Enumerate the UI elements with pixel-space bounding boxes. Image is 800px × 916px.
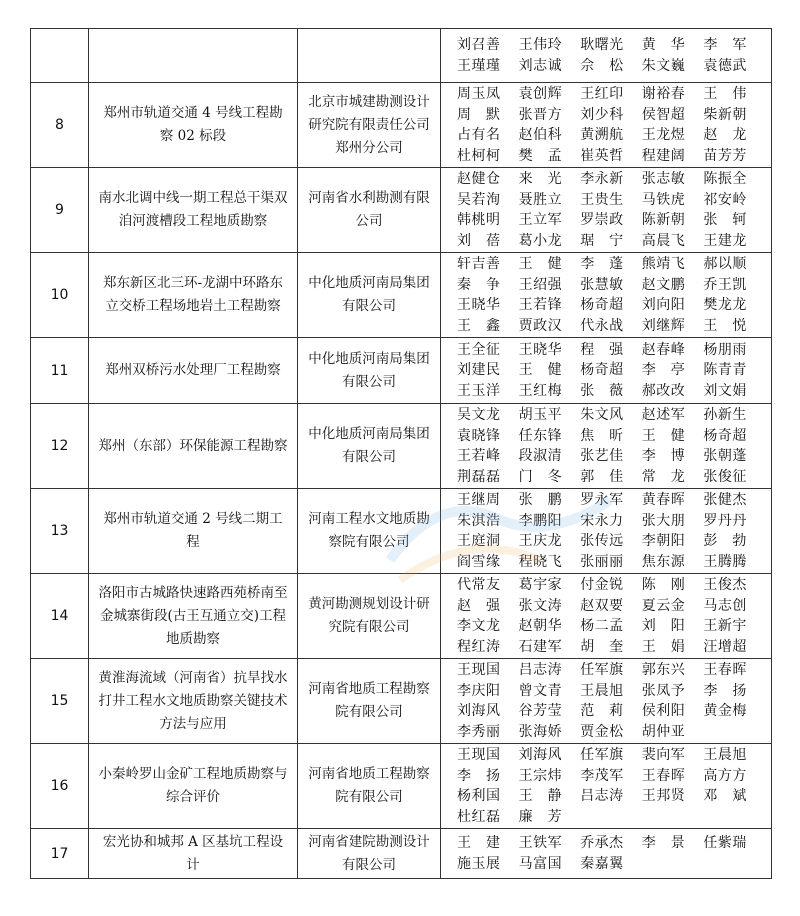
participant-name: 王瑾瑾 [457,57,501,74]
participant-name: 罗丹丹 [703,512,747,529]
participant-name: 王晨旭 [580,682,624,699]
participant-name: 代永战 [580,317,624,334]
participant-name: 吴文龙 [457,407,501,423]
participant-name: 苗芳芳 [703,147,747,164]
row-number: 13 [31,489,89,574]
participant-name: 付金锐 [580,577,624,593]
organization-name: 中化地质河南局集团有限公司 [298,404,441,489]
participant-name: 贾金松 [580,723,624,740]
table-row [31,744,772,829]
participant-name: 陈新朝 [641,212,686,228]
project-name: 小秦岭罗山金矿工程地质勘察与综合评价 [89,744,298,829]
participant-name: 程 强 [580,341,624,358]
participant-name: 张大朋 [641,512,686,529]
participant-name: 李鹏阳 [518,512,563,529]
participant-name: 刘向阳 [641,297,686,313]
participants-cell [441,29,772,83]
participant-name: 焦 昕 [580,427,624,444]
participant-name: 赵文鹏 [641,276,686,293]
organization-name: 北京市城建勘测设计研究院有限责任公司郑州分公司 [298,83,441,168]
participant-name: 李 景 [641,835,686,851]
participant-name: 陈 刚 [641,577,686,593]
participant-name: 张健杰 [703,492,747,508]
participant-name: 佘 松 [580,57,624,74]
participants-grid [457,575,765,657]
participants-grid [457,745,765,827]
participant-name: 胡 奎 [580,638,624,655]
participant-name: 张 鹏 [518,492,563,508]
participant-name: 李茂军 [580,767,624,784]
participant-name: 王 鑫 [457,317,501,334]
participant-name: 杨奇超 [703,427,747,444]
participant-name: 吕志涛 [580,788,624,804]
participant-name: 任东锋 [518,427,563,444]
participant-name: 李庆阳 [457,682,501,699]
participant-name: 聂胜立 [518,191,563,208]
participant-name: 秦 争 [457,276,501,293]
participant-name: 侯智超 [641,106,686,123]
participant-name: 王现国 [457,747,501,763]
participant-name: 刘 蓓 [457,232,501,249]
participant-name: 代常友 [457,577,501,593]
participant-name: 杨朋雨 [703,341,747,358]
organization-name: 中化地质河南局集团有限公司 [298,338,441,404]
participant-name: 高晨飞 [641,232,686,249]
participant-name: 郭 佳 [580,468,624,485]
participant-name [703,854,765,875]
participant-name: 王晓华 [518,341,563,358]
row-number: 11 [31,338,89,404]
participants-cell [441,659,772,744]
participant-name: 陈青青 [703,362,747,379]
participant-name: 彭 勃 [703,533,747,549]
participant-name: 李秀丽 [457,723,501,740]
project-name: 郑州（东部）环保能源工程勘察 [89,404,298,489]
awards-table [30,28,772,879]
participant-name: 刘文娟 [703,382,747,399]
participant-name: 乔王凯 [703,276,747,293]
row-number: 17 [31,829,89,879]
participant-name: 王伟玲 [518,37,563,53]
participant-name: 朱文巍 [641,57,686,74]
participant-name: 王全征 [457,341,501,358]
participant-name [642,854,704,875]
participant-name: 李 博 [641,448,686,464]
participant-name: 赵春峰 [641,341,686,358]
participant-name: 马富国 [518,855,563,872]
participant-name: 王 健 [641,427,686,444]
participant-name: 张朝蓬 [703,448,747,464]
participant-name: 刘海风 [518,747,563,763]
participant-name: 韩桃明 [457,212,501,228]
participant-name: 胡仲亚 [641,723,686,740]
participant-name [580,807,642,828]
project-name: 宏光协和城邦 A 区基坑工程设计 [89,829,298,879]
participant-name: 汪增超 [703,638,747,655]
participant-name: 李 扬 [703,682,747,699]
participant-name: 张文涛 [518,597,563,614]
participants-cell [441,404,772,489]
participant-name: 王建龙 [703,232,747,249]
participant-name: 王春晖 [703,662,747,678]
organization-name: 中化地质河南局集团有限公司 [298,253,441,338]
participant-name: 赵朝华 [518,618,563,634]
participant-name: 张丽丽 [580,553,624,570]
participant-name: 任紫瑞 [703,835,747,851]
participants-grid [457,405,765,487]
participant-name: 王 静 [518,788,563,804]
participants-cell [441,489,772,574]
participant-name: 焦东源 [641,553,686,570]
participant-name: 葛宇家 [518,577,563,593]
row-number: 8 [31,83,89,168]
participant-name: 马铁虎 [641,191,686,208]
participant-name: 谢裕春 [641,86,686,102]
organization-name [298,29,441,83]
organization-name: 河南省建院勘测设计有限公司 [298,829,441,879]
organization-name: 河南省地质工程勘察院有限公司 [298,744,441,829]
row-number: 16 [31,744,89,829]
row-number: 9 [31,168,89,253]
participant-name: 王 伟 [703,86,747,102]
participants-grid [457,490,765,572]
organization-name: 黄河勘测规划设计研究院有限公司 [298,574,441,659]
participants-grid [457,660,765,742]
participant-name: 王宗炜 [518,767,563,784]
participant-name: 王 健 [518,256,563,272]
participant-name: 葛小龙 [518,232,563,249]
participant-name: 张慧敏 [580,276,624,293]
participant-name: 吕志涛 [518,662,563,678]
participant-name: 邓 斌 [703,788,747,804]
participant-name: 王铁军 [518,835,563,851]
participant-name: 刘继辉 [641,317,686,334]
participant-name: 李文龙 [457,618,501,634]
participants-grid [457,340,765,402]
participant-name: 张凤予 [641,682,686,699]
participant-name: 王 娟 [641,638,686,655]
participant-name: 王春晖 [641,767,686,784]
participant-name: 王龙煜 [641,127,686,143]
participant-name: 阎雪缘 [457,553,501,570]
participant-name: 刘召善 [457,37,501,53]
row-number: 15 [31,659,89,744]
table-row [31,574,772,659]
participant-name: 周 默 [457,106,501,123]
row-number: 14 [31,574,89,659]
project-name: 洛阳市古城路快速路西苑桥南至金城寨街段(古王互通立交)工程地质勘察 [89,574,298,659]
participant-name: 贾政汉 [518,317,563,334]
project-name [89,29,298,83]
participant-name: 宋永力 [580,512,624,529]
participant-name: 王贵生 [580,191,624,208]
participant-name: 陈振全 [703,171,747,187]
participant-name: 朱淇浩 [457,512,501,529]
participant-name: 祁安岭 [703,191,747,208]
participant-name: 荆磊磊 [457,468,501,485]
participant-name: 刘志诚 [518,57,563,74]
participant-name: 刘建民 [457,362,501,379]
participants-cell [441,744,772,829]
organization-name: 河南工程水文地质勘察院有限公司 [298,489,441,574]
participant-name: 赵述军 [641,407,686,423]
participant-name: 袁创辉 [518,86,563,102]
participant-name: 乔承杰 [580,835,624,851]
participants-cell [441,829,772,879]
participant-name: 谷芳莹 [518,703,563,719]
participant-name: 杨奇超 [580,297,624,313]
participants-cell [441,253,772,338]
participants-cell [441,338,772,404]
participant-name: 轩吉善 [457,256,501,272]
participant-name: 程建阔 [641,147,686,164]
participants-grid [457,169,765,251]
participant-name: 段淑清 [518,448,563,464]
project-name: 郑州市轨道交通 4 号线工程勘察 02 标段 [89,83,298,168]
participant-name [642,807,704,828]
participant-name: 郭东兴 [641,662,686,678]
participant-name: 罗永军 [580,492,624,508]
participants-grid [457,35,765,76]
table-row [31,29,772,83]
row-number: 12 [31,404,89,489]
participant-name [703,807,765,828]
participant-name [703,722,765,743]
participant-name: 杨奇超 [580,362,624,379]
participant-name: 王绍强 [518,276,563,293]
participant-name: 任军旗 [580,747,624,763]
participants-grid [457,833,765,874]
participant-name: 赵双要 [580,597,624,614]
participant-name: 杜红磊 [457,808,501,825]
participant-name: 王新宇 [703,618,747,634]
participant-name: 黄春晖 [641,492,686,508]
participant-name: 王腾腾 [703,553,747,570]
participant-name: 范 莉 [580,703,624,719]
participant-name: 刘 阳 [641,618,686,634]
participant-name: 郝以顺 [703,256,747,272]
participants-grid [457,254,765,336]
participant-name: 赵 龙 [703,127,747,143]
participant-name: 秦嘉翼 [580,855,624,872]
participant-name: 张艺佳 [580,448,624,464]
participant-name: 石建军 [518,638,563,655]
participant-name: 任军旗 [580,662,624,678]
participant-name: 罗崇政 [580,212,624,228]
participant-name: 王 悦 [703,317,747,334]
participant-name: 张海娇 [518,723,563,740]
participant-name: 夏云金 [641,597,686,614]
participant-name: 赵 强 [457,597,501,614]
participant-name: 李 军 [703,37,747,53]
participant-name: 刘海风 [457,703,501,719]
participant-name: 刘少科 [580,106,624,123]
table-row [31,168,772,253]
participant-name: 李 扬 [457,767,501,784]
project-name: 郑州市轨道交通 2 号线二期工程 [89,489,298,574]
participant-name: 胡玉平 [518,407,563,423]
participant-name: 王现国 [457,662,501,678]
participant-name: 樊 孟 [518,147,563,164]
participants-cell [441,83,772,168]
participant-name: 王继周 [457,492,501,508]
row-number [31,29,89,83]
participant-name: 王庆龙 [518,533,563,549]
participant-name: 王若峰 [457,448,501,464]
participant-name: 郝改改 [641,382,686,399]
participant-name: 孙新生 [703,407,747,423]
participant-name: 袁晓锋 [457,427,501,444]
participant-name: 王庭洞 [457,533,501,549]
participant-name: 熊靖飞 [641,256,686,272]
participant-name: 马志创 [703,597,747,614]
project-name: 郑州双桥污水处理厂工程勘察 [89,338,298,404]
participant-name: 周玉凤 [457,86,501,102]
table-row [31,253,772,338]
organization-name: 河南省水利勘测有限公司 [298,168,441,253]
participant-name: 程晓飞 [518,553,563,570]
participant-name: 王邦贤 [641,788,686,804]
project-name: 南水北调中线一期工程总干渠双洎河渡槽段工程地质勘察 [89,168,298,253]
participant-name: 张 薇 [580,382,624,399]
participant-name: 王立军 [518,212,563,228]
participants-grid [457,84,765,166]
participant-name: 朱文风 [580,407,624,423]
participant-name: 耿曙光 [580,37,624,53]
participant-name: 王晓华 [457,297,501,313]
participant-name: 施玉展 [457,855,501,872]
table-row [31,338,772,404]
participant-name: 王红印 [580,86,624,102]
participant-name: 樊龙龙 [703,297,747,313]
participant-name: 张志敏 [641,171,686,187]
participant-name: 李永新 [580,171,624,187]
participant-name: 程红涛 [457,638,501,655]
table-row [31,659,772,744]
participant-name: 王晨旭 [703,747,747,763]
participant-name: 高方方 [703,767,747,784]
participant-name: 杨利国 [457,788,501,804]
participant-name: 李 蓬 [580,256,624,272]
participant-name: 来 光 [518,171,563,187]
participant-name: 崔英哲 [580,147,624,164]
participant-name: 占有名 [457,127,501,143]
participant-name: 曾文青 [518,682,563,699]
participant-name: 杜柯柯 [457,147,501,164]
table-row [31,829,772,879]
participant-name: 王俊杰 [703,577,747,593]
participant-name: 袁德武 [703,57,747,74]
participant-name: 赵伯科 [518,127,563,143]
participant-name: 黄溯航 [580,127,624,143]
project-name: 郑东新区北三环-龙湖中环路东立交桥工程场地岩土工程勘察 [89,253,298,338]
participant-name: 赵健仓 [457,171,501,187]
participant-name: 张俊征 [703,468,747,485]
participant-name: 常 龙 [641,468,686,485]
participant-name: 黄金梅 [703,703,747,719]
participant-name: 王若锋 [518,297,563,313]
participant-name: 琚 宁 [580,232,624,249]
participant-name: 侯利阳 [641,703,686,719]
participant-name: 黄 华 [641,37,686,53]
organization-name: 河南省地质工程勘察院有限公司 [298,659,441,744]
row-number: 10 [31,253,89,338]
participant-name: 王 健 [518,362,563,379]
participant-name: 张晋方 [518,106,563,123]
participant-name: 李朝阳 [641,533,686,549]
participants-cell [441,574,772,659]
participant-name: 杨二孟 [580,618,624,634]
participant-name: 王 建 [457,835,501,851]
participant-name: 王红梅 [518,382,563,399]
participant-name: 吴若洵 [457,191,501,208]
participant-name: 张传远 [580,533,624,549]
participant-name: 柴新朝 [703,106,747,123]
participant-name: 门 冬 [518,468,563,485]
participant-name: 张 轲 [703,212,747,228]
participant-name: 李 亭 [641,362,686,379]
table-row [31,404,772,489]
participants-cell [441,168,772,253]
participant-name: 裴向军 [641,747,686,763]
participant-name: 王玉洋 [457,382,501,399]
table-row [31,489,772,574]
project-name: 黄淮海流域（河南省）抗旱找水打井工程水文地质勘察关键技术方法与应用 [89,659,298,744]
table-row [31,83,772,168]
participant-name: 廉 芳 [518,808,563,825]
